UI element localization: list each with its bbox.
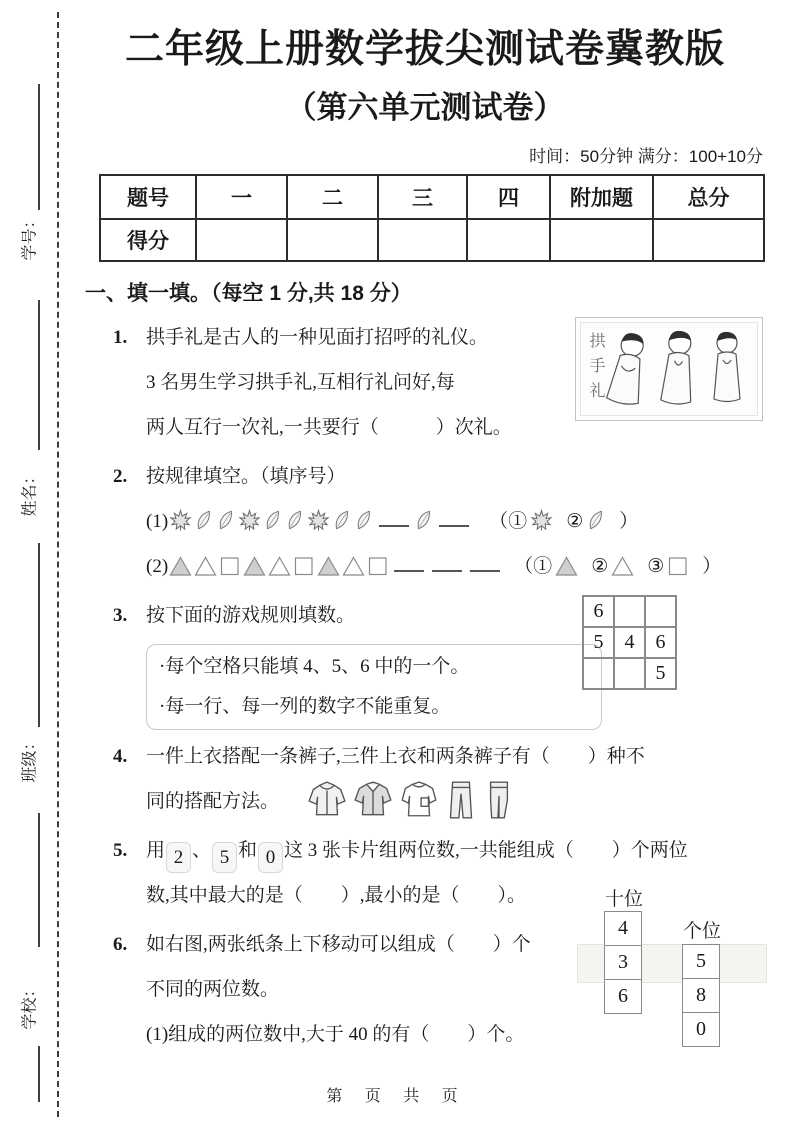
q3-text: 按下面的游戏规则填数。 <box>146 605 356 626</box>
score-cell <box>467 219 550 261</box>
leaf-icon <box>285 509 305 532</box>
ones-digit-cell: 5 <box>682 944 720 979</box>
square-icon <box>219 555 241 577</box>
ones-place-label: 个位 <box>683 921 722 942</box>
sidebar-label-name: 姓名： <box>21 467 39 517</box>
tens-digit-cell: 4 <box>604 911 642 946</box>
grid-cell: 6 <box>645 627 676 658</box>
blank-line <box>470 554 500 572</box>
score-cell <box>196 219 287 261</box>
footer-page-label: 第 页 共 页 <box>326 1088 467 1105</box>
question-number: 5. <box>113 840 128 861</box>
pattern-option: ② <box>591 556 635 577</box>
square-icon <box>293 555 315 577</box>
q1-bow-ritual-image <box>575 317 763 421</box>
square-icon <box>667 555 689 577</box>
question-number: 6. <box>113 934 128 955</box>
grid-cell: 5 <box>645 658 676 689</box>
student-id-write-line <box>38 84 40 210</box>
q3-number-grid <box>582 595 677 690</box>
question-number: 3. <box>113 605 128 626</box>
digit-card: 5 <box>212 842 237 873</box>
shirt-icon <box>398 779 440 821</box>
class-write-line <box>38 543 40 727</box>
school-write-line <box>38 813 40 947</box>
exam-page <box>85 24 765 1057</box>
maple-leaf-icon <box>530 509 553 532</box>
question-1 <box>85 315 765 450</box>
triangle-icon <box>268 555 291 577</box>
pattern-option: ③ <box>647 556 690 577</box>
score-header-cell: 总分 <box>653 175 764 219</box>
grid-cell <box>614 658 645 689</box>
leaf-icon <box>194 509 214 532</box>
q2-part1-pattern <box>168 511 473 532</box>
leaf-icon <box>586 509 606 532</box>
q5-text: 和 <box>238 840 258 861</box>
pattern-option: ① <box>533 556 579 577</box>
maple-leaf-icon <box>307 509 330 532</box>
grid-cell <box>645 596 676 627</box>
question-number: 4. <box>113 746 128 767</box>
q2-part2-pattern <box>168 556 504 577</box>
sidebar-label-student-id: 学号： <box>21 211 39 261</box>
q2-part1-options: （① ② ） <box>489 511 639 532</box>
shaded-triangle-icon <box>243 555 266 577</box>
square-icon <box>367 555 389 577</box>
grid-cell: 5 <box>583 627 614 658</box>
score-cell <box>653 219 764 261</box>
score-header-cell: 三 <box>378 175 467 219</box>
leaf-icon <box>414 509 434 532</box>
question-number: 1. <box>113 327 128 348</box>
triangle-icon <box>194 555 217 577</box>
digit-card: 0 <box>258 842 283 873</box>
q5-line2: 数,其中最大的是（ ）,最小的是（ ）。 <box>146 885 527 906</box>
q1-line: 拱手礼是古人的一种见面打招呼的礼仪。 <box>146 327 489 348</box>
ones-strip <box>682 945 720 1047</box>
question-number: 2. <box>113 466 128 487</box>
leaf-icon <box>263 509 283 532</box>
exam-meta: 时间：50分钟 满分：100+10分 <box>529 147 763 166</box>
score-table <box>99 174 765 262</box>
q6-line: (1)组成的两位数中,大于 40 的有（ ）个。 <box>146 1024 525 1045</box>
grid-cell: 6 <box>583 596 614 627</box>
q5-text: 用 <box>146 840 166 861</box>
q5-text: 这 3 张卡片组两位数,一共能组成（ ）个两位 <box>284 840 688 861</box>
tens-digit-cell: 6 <box>604 979 642 1014</box>
q6-line: 如右图,两张纸条上下移动可以组成（ ）个 <box>146 934 531 955</box>
shaded-triangle-icon <box>555 555 578 577</box>
pattern-option: ① <box>508 511 554 532</box>
q1-image-caption: 拱手礼 <box>587 331 604 407</box>
q1-line: 3 名男生学习拱手礼,互相行礼问好,每 <box>146 372 455 393</box>
q4-clothes-icons <box>306 779 516 821</box>
grid-cell <box>614 596 645 627</box>
q2-part2-options: （① ② ③ ） <box>514 556 722 577</box>
tens-digit-cell: 3 <box>604 945 642 980</box>
question-3 <box>85 593 765 730</box>
q5-text: 、 <box>192 840 212 861</box>
q6-place-value-diagram <box>577 888 765 1056</box>
tens-place-label: 十位 <box>605 889 644 910</box>
q2-part1-label: (1) <box>146 511 169 532</box>
leaf-icon <box>354 509 374 532</box>
q3-rule: ·每一行、每一列的数字不能重复。 <box>159 696 451 717</box>
score-row-label: 得分 <box>100 219 196 261</box>
tens-strip <box>604 912 642 1014</box>
pattern-option: ② <box>566 511 607 532</box>
trousers-icon <box>444 779 478 821</box>
score-header-cell: 附加题 <box>550 175 653 219</box>
page-title: 二年级上册数学拔尖测试卷冀教版 <box>124 28 725 71</box>
seal-dashed-line <box>57 12 59 1117</box>
q2-part2 <box>146 544 721 589</box>
q4-line2-row <box>146 779 645 824</box>
q2-text: 按规律填空。（填序号） <box>146 466 346 487</box>
shaded-triangle-icon <box>169 555 192 577</box>
score-cell <box>550 219 653 261</box>
score-header-cell: 四 <box>467 175 550 219</box>
q4-line: 一件上衣搭配一条裤子,三件上衣和两条裤子有（ ）种不 <box>146 746 645 767</box>
shaded-triangle-icon <box>317 555 340 577</box>
question-4 <box>85 734 765 824</box>
question-2 <box>85 454 765 589</box>
joggers-icon <box>482 779 516 821</box>
score-cell <box>287 219 378 261</box>
ones-digit-cell: 0 <box>682 1012 720 1047</box>
q2-part2-label: (2) <box>146 556 169 577</box>
section-heading: 一、填一填。（每空 1 分,共 18 分） <box>85 282 412 305</box>
score-cell <box>378 219 467 261</box>
blank-line <box>432 554 462 572</box>
score-header-cell: 二 <box>287 175 378 219</box>
score-header-cell: 一 <box>196 175 287 219</box>
bomber-jacket-icon <box>306 779 348 821</box>
maple-leaf-icon <box>169 509 192 532</box>
triangle-icon <box>342 555 365 577</box>
q3-rule: ·每个空格只能填 4、5、6 中的一个。 <box>159 656 470 677</box>
coat-icon <box>352 779 394 821</box>
q1-line: 两人互行一次礼,一共要行（ ）次礼。 <box>146 417 512 438</box>
q6-line: 不同的两位数。 <box>146 979 280 1000</box>
page-subtitle: （第六单元测试卷） <box>285 90 565 125</box>
ones-digit-cell: 8 <box>682 978 720 1013</box>
q3-rules-box <box>146 644 602 730</box>
q4-line: 同的搭配方法。 <box>146 791 280 812</box>
name-write-line <box>38 300 40 450</box>
bowing-boys-icon <box>604 325 752 413</box>
q5-line1 <box>146 828 688 873</box>
triangle-icon <box>611 555 634 577</box>
score-table-header-row <box>100 175 764 219</box>
score-header-cell: 题号 <box>100 175 196 219</box>
q2-part1 <box>146 499 721 544</box>
score-table-score-row <box>100 219 764 261</box>
digit-card: 2 <box>166 842 191 873</box>
sidebar-label-class: 班级： <box>21 733 39 783</box>
sidebar-label-school: 学校： <box>21 980 39 1030</box>
blank-line <box>394 554 424 572</box>
leaf-icon <box>332 509 352 532</box>
blank-line <box>379 509 409 527</box>
maple-leaf-icon <box>238 509 261 532</box>
grid-cell: 4 <box>614 627 645 658</box>
grid-cell <box>583 658 614 689</box>
leaf-icon <box>216 509 236 532</box>
blank-line <box>439 509 469 527</box>
